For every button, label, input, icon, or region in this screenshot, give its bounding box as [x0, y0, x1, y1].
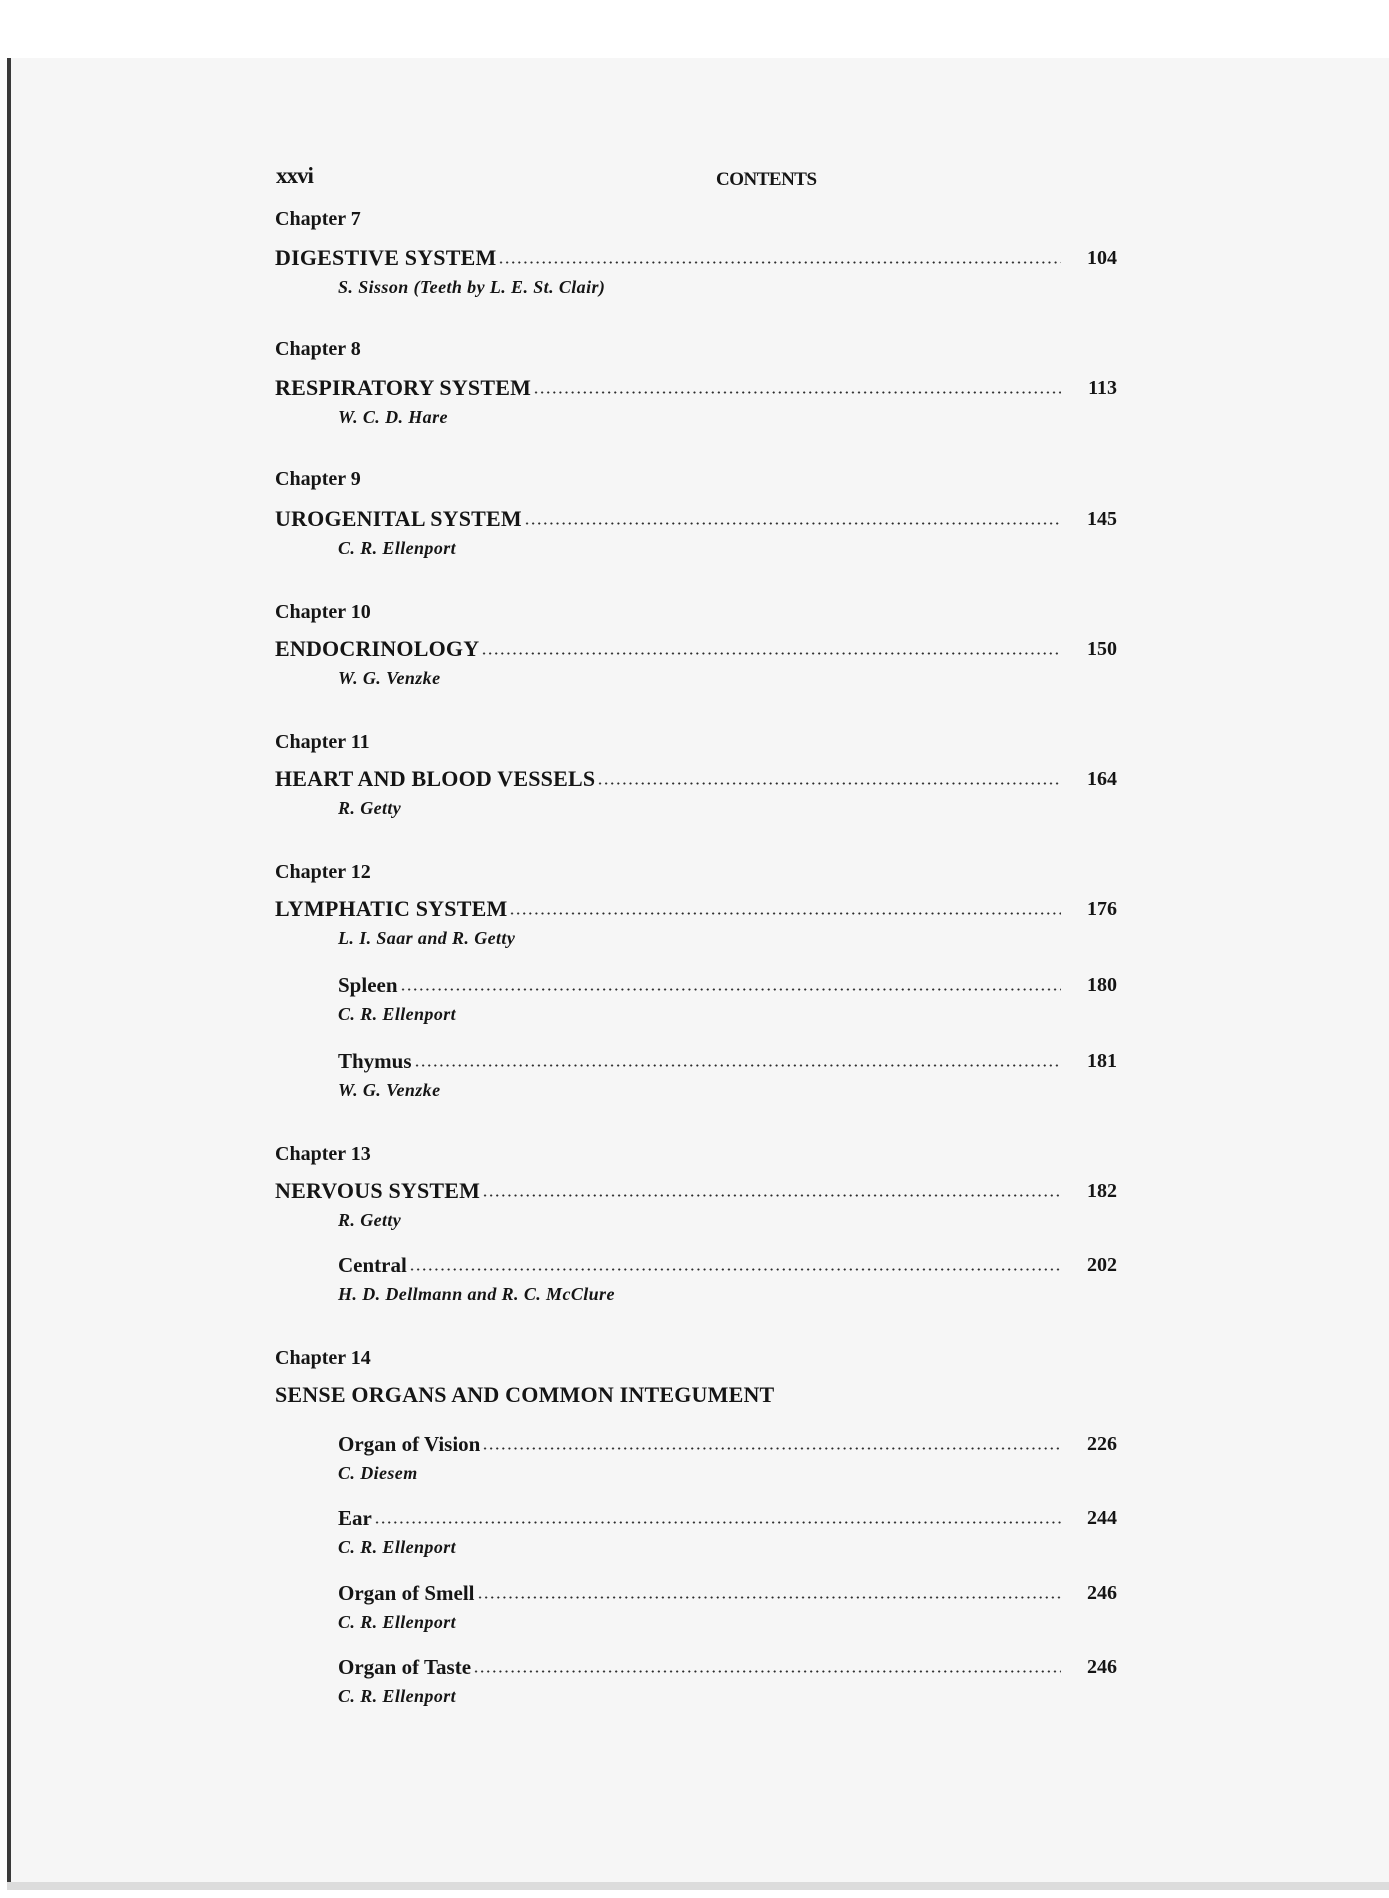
chapter-label: Chapter 14	[275, 1347, 371, 1369]
section-title: Organ of Smell	[338, 1581, 475, 1605]
dot-leader	[533, 391, 1061, 394]
author-line: S. Sisson (Teeth by L. E. St. Clair)	[338, 277, 606, 297]
chapter-label: Chapter 11	[275, 731, 370, 753]
toc-entry-nervous-system[interactable]	[275, 1176, 1117, 1204]
author-line: H. D. Dellmann and R. C. McClure	[338, 1284, 615, 1304]
page-folio: xxvi	[276, 163, 313, 188]
section-title: Thymus	[338, 1049, 412, 1073]
page-number: 164	[1087, 768, 1117, 790]
entry-title: ENDOCRINOLOGY	[275, 636, 480, 661]
toc-section-thymus[interactable]	[338, 1046, 1117, 1074]
dot-leader	[473, 1670, 1061, 1673]
entry-title: UROGENITAL SYSTEM	[275, 506, 522, 531]
entry-title: RESPIRATORY SYSTEM	[275, 375, 532, 400]
page-bottom-edge	[7, 1882, 1389, 1890]
toc-section-organ-of-vision[interactable]	[338, 1429, 1117, 1457]
author-line: W. C. D. Hare	[338, 407, 448, 427]
author-line: C. Diesem	[338, 1463, 418, 1483]
author-line: C. R. Ellenport	[338, 1004, 457, 1024]
author-line: C. R. Ellenport	[338, 538, 457, 558]
dot-leader	[509, 912, 1061, 915]
toc-entry-endocrinology[interactable]	[275, 634, 1117, 662]
page-number: 180	[1087, 974, 1117, 996]
author-line: W. G. Venzke	[338, 1080, 441, 1100]
chapter-label: Chapter 7	[275, 208, 361, 230]
entry-title: NERVOUS SYSTEM	[275, 1178, 481, 1203]
page-number: 113	[1088, 377, 1117, 399]
author-line: C. R. Ellenport	[338, 1612, 457, 1632]
entry-title: DIGESTIVE SYSTEM	[275, 245, 497, 270]
toc-entry-urogenital-system[interactable]	[275, 504, 1117, 532]
section-title: Ear	[338, 1506, 372, 1530]
running-title: CONTENTS	[716, 169, 817, 190]
author-line: R. Getty	[338, 1210, 402, 1230]
page-binding-edge	[7, 58, 11, 1890]
entry-title: HEART AND BLOOD VESSELS	[275, 766, 596, 791]
page-number: 202	[1087, 1254, 1117, 1276]
author-line: R. Getty	[338, 798, 402, 818]
section-title: Organ of Taste	[338, 1655, 472, 1679]
section-title: Central	[338, 1253, 407, 1277]
author-line: L. I. Saar and R. Getty	[338, 928, 516, 948]
dot-leader	[498, 261, 1061, 264]
toc-entry-respiratory-system[interactable]	[275, 373, 1117, 401]
dot-leader	[374, 1521, 1061, 1524]
chapter-label: Chapter 9	[275, 468, 361, 490]
entry-title: LYMPHATIC SYSTEM	[275, 896, 508, 921]
dot-leader	[477, 1596, 1062, 1599]
page-number: 244	[1087, 1507, 1117, 1529]
toc-section-organ-of-smell[interactable]	[338, 1578, 1117, 1606]
dot-leader	[481, 652, 1061, 655]
chapter-label: Chapter 8	[275, 338, 361, 360]
section-title: Organ of Vision	[338, 1432, 481, 1456]
page-number: 176	[1087, 898, 1117, 920]
running-head	[0, 163, 1389, 193]
toc-section-ear[interactable]	[338, 1503, 1117, 1531]
page-number: 246	[1087, 1656, 1117, 1678]
dot-leader	[482, 1194, 1061, 1197]
author-line: W. G. Venzke	[338, 668, 441, 688]
toc-section-spleen[interactable]	[338, 970, 1117, 998]
page-number: 145	[1087, 508, 1117, 530]
dot-leader	[482, 1447, 1061, 1450]
chapter-label: Chapter 10	[275, 601, 371, 623]
page-number: 226	[1087, 1433, 1117, 1455]
toc-section-central[interactable]	[338, 1250, 1117, 1278]
page-number: 181	[1087, 1050, 1117, 1072]
toc-entry-lymphatic-system[interactable]	[275, 894, 1117, 922]
chapter-label: Chapter 13	[275, 1143, 371, 1165]
dot-leader	[400, 988, 1061, 991]
page-number: 182	[1087, 1180, 1117, 1202]
toc-entry-heart-and-blood-vessels[interactable]	[275, 764, 1117, 792]
author-line: C. R. Ellenport	[338, 1537, 457, 1557]
chapter-label: Chapter 12	[275, 861, 371, 883]
dot-leader	[414, 1064, 1061, 1067]
dot-leader	[597, 782, 1061, 785]
dot-leader	[524, 522, 1061, 525]
dot-leader	[409, 1268, 1061, 1271]
toc-section-organ-of-taste[interactable]	[338, 1652, 1117, 1680]
toc-entry-sense-organs[interactable]	[275, 1380, 1117, 1408]
page-number: 246	[1087, 1582, 1117, 1604]
section-title: Spleen	[338, 973, 398, 997]
entry-title: SENSE ORGANS AND COMMON INTEGUMENT	[275, 1382, 775, 1407]
page-number: 104	[1087, 247, 1117, 269]
author-line: C. R. Ellenport	[338, 1686, 457, 1706]
toc-entry-digestive-system[interactable]	[275, 243, 1117, 271]
page-number: 150	[1087, 638, 1117, 660]
